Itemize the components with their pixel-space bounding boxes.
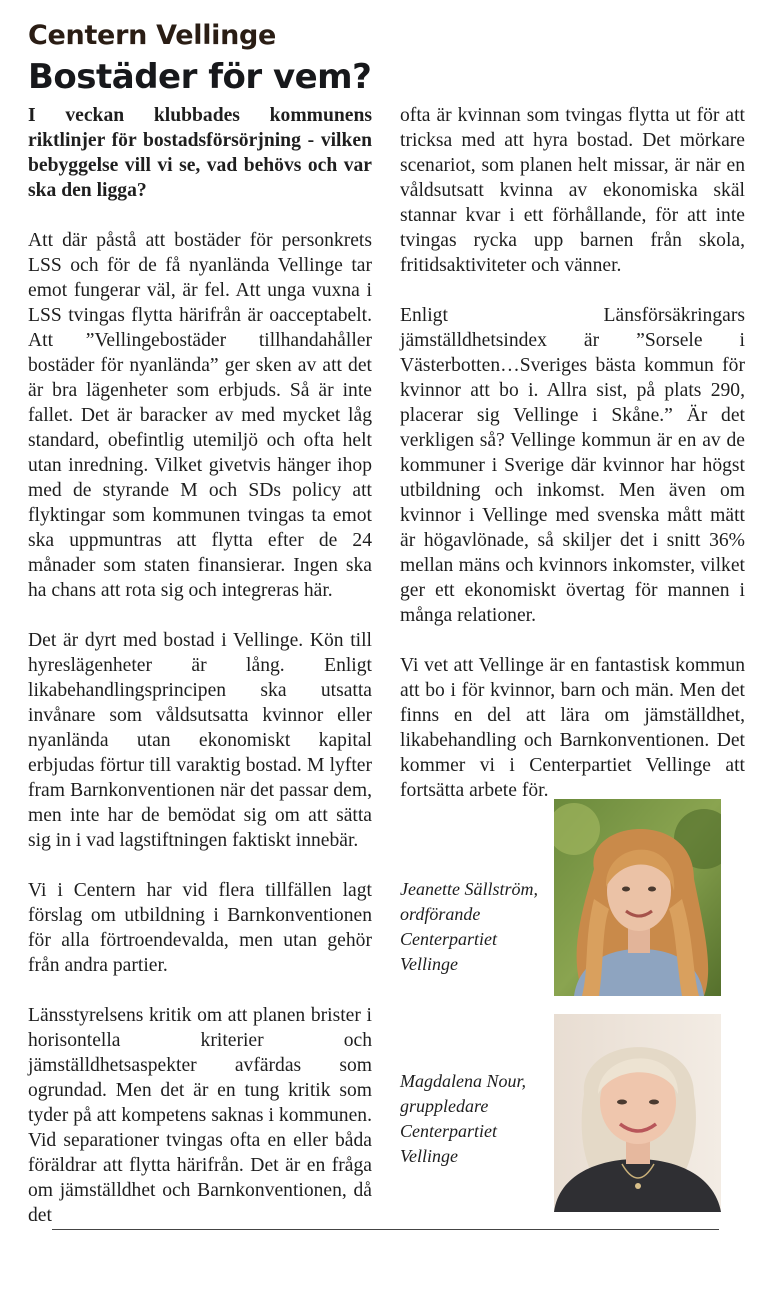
author-signature xyxy=(400,877,550,977)
paragraph: ofta är kvinnan som tvingas flytta ut för att tricksa med att hyra bostad. Det mörkare scenariot, som planen helt missar, är när en våldsutsatt kvinna av ekonomiska skäl stannar kvar i ett förhållande, för att inte tvingas rycka upp barnen från skola, fritidsaktiviteter och vänner. xyxy=(400,105,745,276)
article-column-2 xyxy=(400,103,745,828)
article-column-1 xyxy=(28,103,372,1253)
author-photo xyxy=(554,799,721,996)
paragraph: Vi i Centern har vid flera tillfällen lagt förslag om utbildning i Barnkonventionen för alla förtroendevalda, men utan gehör från andra partier. xyxy=(28,880,372,976)
author-place: Vellinge xyxy=(400,954,458,974)
paragraph: Länsstyrelsens kritik om att planen brister i horisontella kriterier och jämställdhetsaspekter avfärdas som ogrundad. Men det är en tung kritik som tyder på att kompetens saknas i kommunen. Vid separationer tvingas ofta en eller båda föräldrar att flytta härifrån. Det är en fråga om jämställdhet och Barnkonventionen, då det xyxy=(28,1005,372,1226)
author-signature xyxy=(400,1069,550,1169)
author-party: Centerpartiet xyxy=(400,1121,497,1141)
article-lead: I veckan klubbades kommunens riktlinjer för bostadsförsörjning - vilken bebyggelse vill vi se, vad behövs och var ska den ligga? xyxy=(28,105,372,201)
section-kicker: Centern Vellinge xyxy=(28,20,277,51)
author-role: ordförande xyxy=(400,904,481,924)
author-place: Vellinge xyxy=(400,1146,458,1166)
paragraph: Det är dyrt med bostad i Vellinge. Kön till hyreslägenheter är lång. Enligt likabehandlingsprincipen ska utsatta invånare som våldsutsatta kvinnor eller nyanlända utan ekonomiskt kapital erbjudas förtur till varaktig bostad. M lyfter fram Barnkonventionen när det passar dem, men inte har de bemödat sig om att sätta sig in i vad lagstiftningen faktiskt innebär. xyxy=(28,630,372,851)
author-name: Jeanette Sällström, xyxy=(400,879,538,899)
author-party: Centerpartiet xyxy=(400,929,497,949)
author-photo xyxy=(554,1014,721,1212)
paragraph: Att där påstå att bostäder för personkrets LSS och för de få nyanlända Vellinge tar emot fungerar väl, är fel. Att unga vuxna i LSS tvingas flytta härifrån är oacceptabelt. Att ”Vellingebostäder tillhandahåller bostäder för nyanlända” ger sken av att det är bra lägenheter som erbjuds. Så är inte fallet. Det är baracker av med mycket låg standard, obefintlig utemiljö och ofta helt utan inredning. Vilket givetvis hänger ihop med de styrande M och SDs policy att flyktingar som kommunen tvingas ta emot ska uppmuntras att flytta efter de 24 månader som staten finansierar. Ingen ska ha chans att rota sig och integreras här. xyxy=(28,230,372,601)
article-title: Bostäder för vem? xyxy=(28,57,372,97)
author-role: gruppledare xyxy=(400,1096,489,1116)
paragraph: Enligt Länsförsäkringars jämställdhetsindex är ”Sorsele i Västerbotten…Sveriges bästa kommun för kvinnor att bo i. Allra sist, på plats 290, placerar sig Vellinge i Skåne.” Är det verkligen så? Vellinge kommun är en av de kommuner i Sverige där kvinnor har högst utbildning och inkomst. Men även om kvinnor i Vellinge med svenska mått mätt är högavlönade, så skiljer det i snitt 36% mellan mäns och kvinnors inkomster, vilket ger ett ekonomiskt övertag för mannen i många relationer. xyxy=(400,305,745,626)
bottom-divider xyxy=(52,1229,719,1230)
author-name: Magdalena Nour, xyxy=(400,1071,526,1091)
paragraph: Vi vet att Vellinge är en fantastisk kommun att bo i för kvinnor, barn och män. Men det finns en del att lära om jämställdhet, likabehandling och Barnkonventionen. Det kommer vi i Centerpartiet Vellinge att fortsätta arbete för. xyxy=(400,655,745,801)
